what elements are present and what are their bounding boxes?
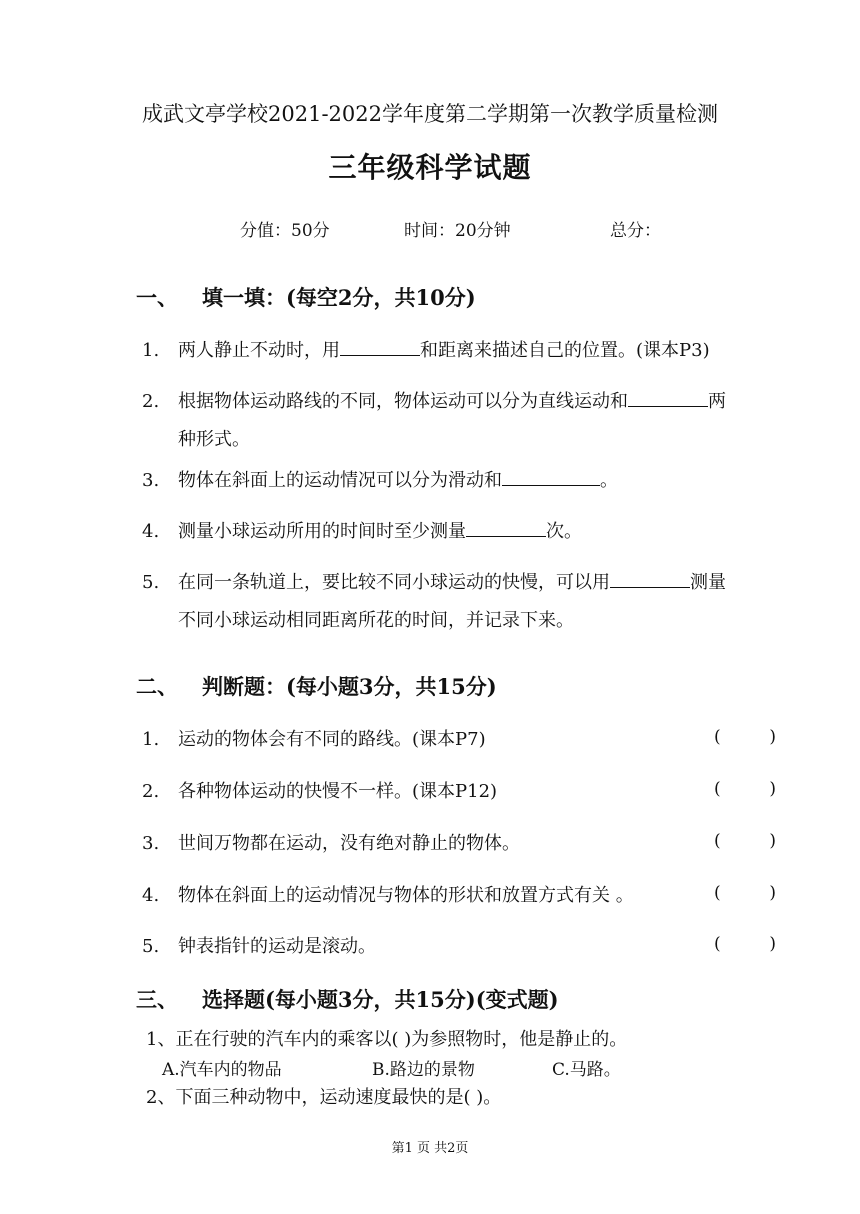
question-text: 测量小球运动所用的时间时至少测量: [178, 521, 466, 542]
question-number: 3.: [142, 833, 160, 854]
question-text: 世间万物都在运动，没有绝对静止的物体。: [178, 833, 520, 854]
bracket-open: (: [714, 934, 721, 954]
question-text: 。: [600, 470, 618, 491]
answer-blank[interactable]: [610, 571, 690, 588]
answer-blank[interactable]: [466, 520, 546, 537]
question-text: 运动的物体会有不同的路线。(课本P7): [178, 729, 486, 750]
question-text: 两: [708, 391, 726, 412]
bracket-close: ): [769, 831, 776, 851]
fill-question-2: [142, 387, 726, 413]
exam-title: 三年级科学试题: [328, 151, 532, 184]
answer-bracket[interactable]: [714, 831, 776, 851]
answer-blank[interactable]: [502, 469, 600, 486]
question-text-continued: 不同小球运动相同距离所花的时间，并记录下来。: [178, 610, 574, 631]
section-2-title: 判断题：(每小题3分，共15分): [202, 674, 497, 699]
answer-bracket[interactable]: [714, 779, 776, 799]
judge-question-5: [142, 932, 376, 958]
question-text: 次。: [546, 521, 582, 542]
judge-question-3: [142, 829, 520, 855]
question-number: 3.: [142, 470, 160, 491]
bracket-open: (: [714, 831, 721, 851]
section-1-heading: [136, 282, 476, 312]
section-2-heading: [136, 671, 497, 701]
school-title: 成武文亭学校2021-2022学年度第二学期第一次教学质量检测: [142, 102, 718, 126]
bracket-close: ): [769, 934, 776, 954]
question-text: 和距离来描述自己的位置。(课本P3): [420, 340, 710, 361]
bracket-close: ): [769, 727, 776, 747]
answer-bracket[interactable]: [714, 727, 776, 747]
section-3-title: 选择题(每小题3分，共15分)(变式题): [202, 987, 559, 1012]
section-1-title: 填一填：(每空2分，共10分): [202, 285, 476, 310]
time-label: 时间：20分钟: [404, 221, 511, 241]
judge-question-4: [142, 881, 634, 907]
question-text-continued: 种形式。: [178, 429, 250, 450]
judge-question-1: [142, 725, 486, 751]
question-text: 物体在斜面上的运动情况可以分为滑动和: [178, 470, 502, 491]
question-text: 各种物体运动的快慢不一样。(课本P12): [178, 781, 498, 802]
bracket-open: (: [714, 727, 721, 747]
option-c[interactable]: C.马路。: [552, 1060, 621, 1080]
question-number: 4.: [142, 885, 160, 906]
section-2-number: 二、: [136, 674, 178, 699]
fill-question-1: [142, 336, 710, 362]
question-text: 钟表指针的运动是滚动。: [178, 936, 376, 957]
question-number: 5.: [142, 572, 160, 593]
bracket-open: (: [714, 883, 721, 903]
section-1-number: 一、: [136, 285, 178, 310]
question-number: 5.: [142, 936, 160, 957]
option-a[interactable]: A.汽车内的物品: [162, 1060, 282, 1080]
bracket-open: (: [714, 779, 721, 799]
score-label: 分值：50分: [240, 221, 330, 241]
answer-blank[interactable]: [628, 390, 708, 407]
total-score-label: 总分：: [610, 221, 661, 241]
question-number: 2.: [142, 391, 160, 412]
question-number: 2.: [142, 781, 160, 802]
question-number: 4.: [142, 521, 160, 542]
answer-bracket[interactable]: [714, 883, 776, 903]
question-text: 根据物体运动路线的不同，物体运动可以分为直线运动和: [178, 391, 628, 412]
choice-question-2: 2、下面三种动物中，运动速度最快的是( )。: [146, 1087, 502, 1108]
question-text: 测量: [690, 572, 726, 593]
fill-question-3: [142, 466, 618, 492]
question-number: 1.: [142, 340, 160, 361]
answer-blank[interactable]: [340, 339, 420, 356]
section-3-heading: [136, 984, 559, 1014]
page-number: 第1 页 共2页: [391, 1141, 469, 1156]
fill-question-5: [142, 568, 726, 594]
choice-question-1: 1、正在行驶的汽车内的乘客以( )为参照物时，他是静止的。: [146, 1029, 628, 1050]
bracket-close: ): [769, 883, 776, 903]
option-b[interactable]: B.路边的景物: [372, 1060, 475, 1080]
question-text: 物体在斜面上的运动情况与物体的形状和放置方式有关 。: [178, 885, 634, 906]
question-text: 两人静止不动时，用: [178, 340, 340, 361]
judge-question-2: [142, 777, 497, 803]
bracket-close: ): [769, 779, 776, 799]
question-text: 在同一条轨道上，要比较不同小球运动的快慢，可以用: [178, 572, 610, 593]
answer-bracket[interactable]: [714, 934, 776, 954]
fill-question-4: [142, 517, 582, 543]
section-3-number: 三、: [136, 987, 178, 1012]
question-number: 1.: [142, 729, 160, 750]
